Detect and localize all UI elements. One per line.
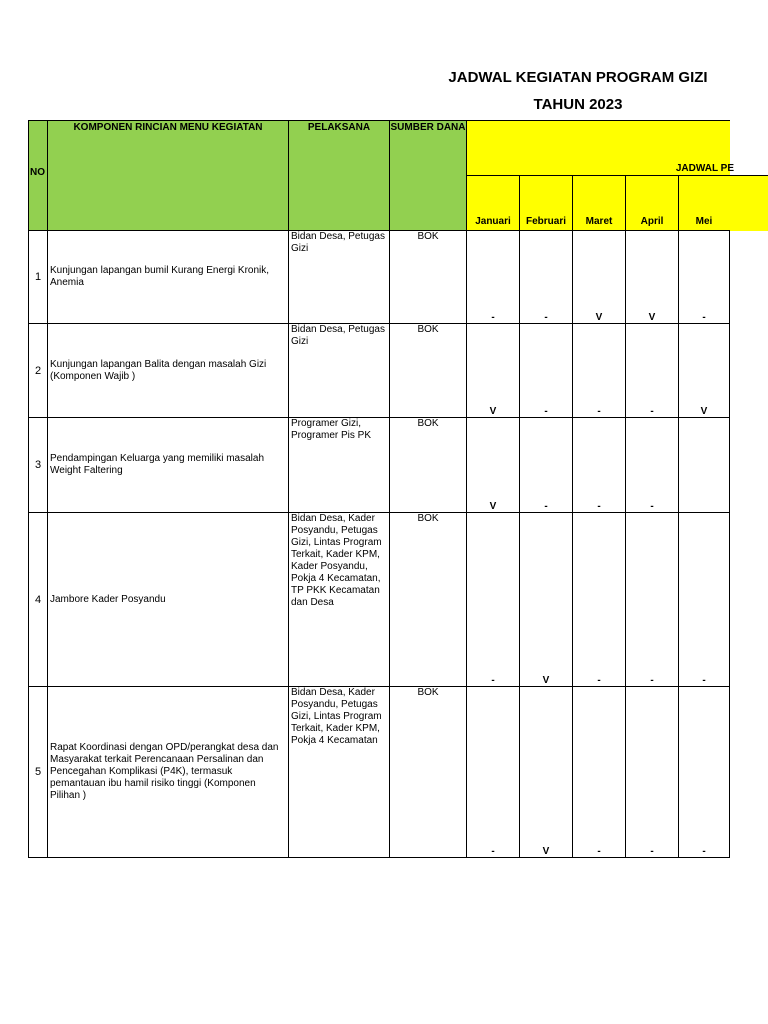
schedule-mark: - (702, 675, 706, 686)
activity-cell: Kunjungan lapangan bumil Kurang Energi Kronik, Anemia (47, 230, 289, 324)
schedule-mark: - (650, 846, 654, 857)
schedule-cell (519, 417, 573, 513)
schedule-cell (625, 417, 679, 513)
sumber-dana-cell: BOK (389, 323, 467, 418)
schedule-cell (466, 323, 520, 418)
header-jadwal (466, 120, 734, 176)
schedule-mark: - (544, 312, 548, 323)
row-number: 3 (28, 417, 48, 513)
month-label: Mei (695, 216, 713, 227)
header-no: NO (28, 120, 48, 231)
schedule-mark: V (700, 406, 708, 417)
schedule-cell (625, 323, 679, 418)
schedule-cell (572, 686, 626, 858)
schedule-mark: - (597, 846, 601, 857)
header-komponen: KOMPONEN RINCIAN MENU KEGIATAN (47, 120, 289, 231)
schedule-mark: - (544, 501, 548, 512)
schedule-cell (678, 417, 730, 513)
schedule-mark: - (702, 846, 706, 857)
header-pelaksana: PELAKSANA (288, 120, 390, 231)
schedule-mark: - (597, 406, 601, 417)
schedule-cell (572, 230, 626, 324)
activity-cell: Jambore Kader Posyandu (47, 512, 289, 687)
schedule-cell (572, 417, 626, 513)
sumber-dana-cell: BOK (389, 230, 467, 324)
pelaksana-cell: Bidan Desa, Petugas Gizi (288, 230, 390, 324)
pelaksana-cell: Bidan Desa, Kader Posyandu, Petugas Gizi, Lintas Program Terkait, Kader KPM, Pokja 4 Kecamatan (288, 686, 390, 858)
schedule-cell (678, 230, 730, 324)
schedule-table (28, 120, 734, 858)
month-header-april (625, 175, 679, 231)
schedule-cell (572, 512, 626, 687)
month-header-februari (519, 175, 573, 231)
month-header-mei (678, 175, 730, 231)
header-sumber-dana: SUMBER DANA (389, 120, 467, 231)
month-label: April (640, 216, 664, 227)
schedule-mark: V (489, 501, 497, 512)
schedule-mark: V (489, 406, 497, 417)
schedule-cell (678, 686, 730, 858)
schedule-mark: - (597, 501, 601, 512)
schedule-cell (678, 512, 730, 687)
schedule-mark: - (491, 846, 495, 857)
activity-cell: Rapat Koordinasi dengan OPD/perangkat desa dan Masyarakat terkait Perencanaan Persalinan dan Pencegahan Komplikasi (P4K), termasuk pemantauan ibu hamil risiko tinggi (Komponen Pilihan ) (47, 686, 289, 858)
row-number: 2 (28, 323, 48, 418)
sumber-dana-cell: BOK (389, 686, 467, 858)
sumber-dana-cell: BOK (389, 512, 467, 687)
schedule-cell (678, 323, 730, 418)
schedule-cell (466, 512, 520, 687)
schedule-cell (625, 686, 679, 858)
month-header-januari (466, 175, 520, 231)
schedule-mark: - (491, 312, 495, 323)
schedule-mark: - (544, 406, 548, 417)
schedule-cell (466, 417, 520, 513)
activity-cell: Pendampingan Keluarga yang memiliki masalah Weight Faltering (47, 417, 289, 513)
sumber-dana-cell: BOK (389, 417, 467, 513)
month-label: Januari (475, 216, 511, 227)
activity-cell: Kunjungan lapangan Balita dengan masalah Gizi (Komponen Wajib ) (47, 323, 289, 418)
title-line-2: TAHUN 2023 (533, 96, 623, 113)
schedule-cell (519, 686, 573, 858)
title-line-1: JADWAL KEGIATAN PROGRAM GIZI (448, 69, 708, 86)
schedule-mark: V (542, 675, 550, 686)
schedule-mark: - (650, 406, 654, 417)
schedule-mark: V (595, 312, 603, 323)
header-jadwal-label: JADWAL PE (675, 163, 734, 174)
pelaksana-cell: Bidan Desa, Petugas Gizi (288, 323, 390, 418)
schedule-mark: - (702, 312, 706, 323)
schedule-mark: V (542, 846, 550, 857)
schedule-cell (519, 323, 573, 418)
month-label: Maret (585, 216, 613, 227)
pelaksana-cell: Bidan Desa, Kader Posyandu, Petugas Gizi, Lintas Program Terkait, Kader KPM, Kader Posyandu, Pokja 4 Kecamatan, TP PKK Kecamatan dan Desa (288, 512, 390, 687)
schedule-mark: - (597, 675, 601, 686)
schedule-cell (466, 686, 520, 858)
schedule-cell (519, 230, 573, 324)
row-number: 1 (28, 230, 48, 324)
schedule-mark: - (491, 675, 495, 686)
pelaksana-cell: Programer Gizi, Programer Pis PK (288, 417, 390, 513)
schedule-mark: - (650, 675, 654, 686)
month-header-overflow (729, 175, 768, 231)
row-number: 4 (28, 512, 48, 687)
schedule-cell (572, 323, 626, 418)
schedule-cell (466, 230, 520, 324)
schedule-cell (625, 230, 679, 324)
schedule-mark: V (648, 312, 656, 323)
month-header-maret (572, 175, 626, 231)
schedule-mark: - (650, 501, 654, 512)
schedule-cell (625, 512, 679, 687)
schedule-cell (519, 512, 573, 687)
row-number: 5 (28, 686, 48, 858)
month-label: Februari (525, 216, 566, 227)
